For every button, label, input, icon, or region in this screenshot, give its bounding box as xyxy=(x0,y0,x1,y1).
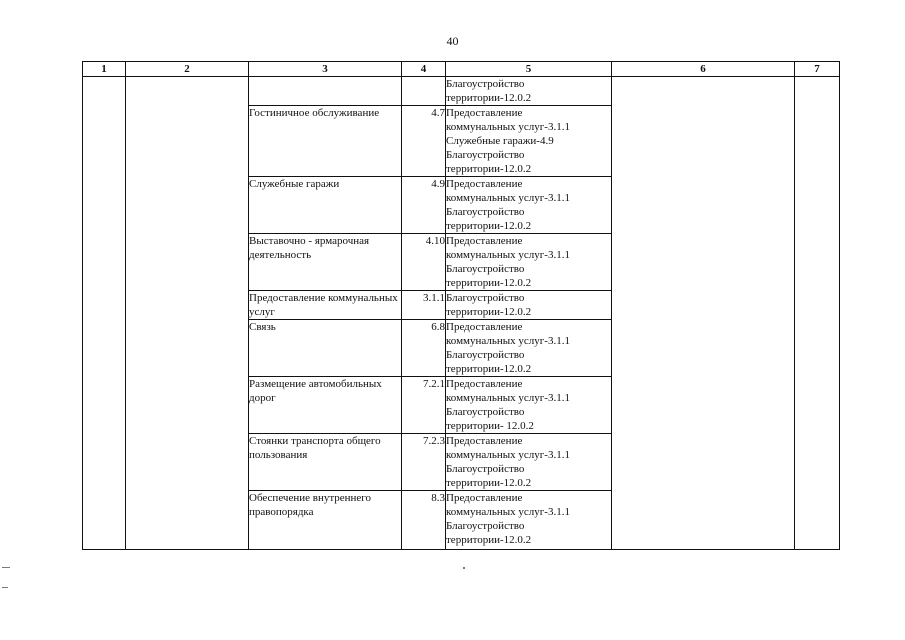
column-header-4: 4 xyxy=(402,62,446,77)
auxiliary-use-line: коммунальных услуг-3.1.1 xyxy=(446,249,570,261)
auxiliary-use-line: территории-12.0.2 xyxy=(446,477,532,489)
use-type-code xyxy=(402,77,446,106)
auxiliary-use-line: территории-12.0.2 xyxy=(446,306,532,318)
auxiliary-use-line: территории-12.0.2 xyxy=(446,163,532,175)
auxiliary-use-line: коммунальных услуг-3.1.1 xyxy=(446,392,570,404)
auxiliary-uses-cell xyxy=(446,77,612,106)
auxiliary-uses-cell xyxy=(446,291,612,320)
auxiliary-use-line: Предоставление xyxy=(446,321,523,333)
use-type-code: 3.1.1 xyxy=(402,291,446,320)
table-body xyxy=(83,77,840,550)
auxiliary-uses-cell xyxy=(446,491,612,550)
auxiliary-use-line: Предоставление xyxy=(446,178,523,190)
auxiliary-uses-cell xyxy=(446,177,612,234)
scan-dot xyxy=(463,567,465,569)
auxiliary-use-line: Предоставление xyxy=(446,378,523,390)
auxiliary-use-line: коммунальных услуг-3.1.1 xyxy=(446,335,570,347)
auxiliary-use-line: Благоустройство xyxy=(446,463,525,475)
header-row xyxy=(83,62,840,77)
table-row xyxy=(83,77,840,106)
auxiliary-uses-cell xyxy=(446,106,612,177)
use-type-code: 8.3 xyxy=(402,491,446,550)
auxiliary-use-line: Благоустройство xyxy=(446,406,525,418)
auxiliary-uses-cell xyxy=(446,234,612,291)
column-1-cell xyxy=(83,77,126,550)
use-type-name xyxy=(249,77,402,106)
use-type-code: 7.2.3 xyxy=(402,434,446,491)
use-type-name: Обеспечение внутреннего правопорядка xyxy=(249,491,402,550)
column-7-cell xyxy=(795,77,840,550)
auxiliary-use-line: Предоставление xyxy=(446,435,523,447)
use-type-code: 4.9 xyxy=(402,177,446,234)
auxiliary-use-line: Благоустройство xyxy=(446,263,525,275)
auxiliary-use-line: территории-12.0.2 xyxy=(446,534,532,546)
column-header-1: 1 xyxy=(83,62,126,77)
use-type-name: Связь xyxy=(249,320,402,377)
auxiliary-use-line: Благоустройство xyxy=(446,520,525,532)
column-header-2: 2 xyxy=(126,62,249,77)
auxiliary-use-line: Благоустройство xyxy=(446,78,525,90)
column-6-cell xyxy=(612,77,795,550)
page-number: 40 xyxy=(446,34,459,48)
use-type-name: Служебные гаражи xyxy=(249,177,402,234)
margin-mark xyxy=(2,567,10,568)
column-header-6: 6 xyxy=(612,62,795,77)
use-type-name: Предоставление коммунальных услуг xyxy=(249,291,402,320)
use-type-code: 6.8 xyxy=(402,320,446,377)
auxiliary-use-line: Благоустройство xyxy=(446,292,525,304)
use-type-name: Стоянки транспорта общего пользования xyxy=(249,434,402,491)
use-type-code: 4.10 xyxy=(402,234,446,291)
auxiliary-use-line: территории-12.0.2 xyxy=(446,220,532,232)
auxiliary-use-line: Благоустройство xyxy=(446,349,525,361)
use-type-name: Выставочно - ярмарочная деятельность xyxy=(249,234,402,291)
use-type-name: Размещение автомобильных дорог xyxy=(249,377,402,434)
auxiliary-uses-cell xyxy=(446,320,612,377)
auxiliary-use-line: территории-12.0.2 xyxy=(446,277,532,289)
auxiliary-use-line: коммунальных услуг-3.1.1 xyxy=(446,121,570,133)
margin-mark xyxy=(2,587,8,588)
use-type-code: 7.2.1 xyxy=(402,377,446,434)
auxiliary-use-line: Служебные гаражи-4.9 xyxy=(446,135,554,147)
auxiliary-use-line: коммунальных услуг-3.1.1 xyxy=(446,449,570,461)
use-type-name: Гостиничное обслуживание xyxy=(249,106,402,177)
auxiliary-use-line: коммунальных услуг-3.1.1 xyxy=(446,192,570,204)
auxiliary-use-line: территории-12.0.2 xyxy=(446,92,532,104)
auxiliary-use-line: Предоставление xyxy=(446,492,523,504)
column-header-7: 7 xyxy=(795,62,840,77)
auxiliary-use-line: территории- 12.0.2 xyxy=(446,420,534,432)
auxiliary-use-line: территории-12.0.2 xyxy=(446,363,532,375)
auxiliary-use-line: Предоставление xyxy=(446,235,523,247)
auxiliary-use-line: Благоустройство xyxy=(446,149,525,161)
permitted-use-table xyxy=(82,61,840,550)
auxiliary-use-line: Благоустройство xyxy=(446,206,525,218)
use-type-code: 4.7 xyxy=(402,106,446,177)
auxiliary-uses-cell xyxy=(446,377,612,434)
column-2-cell xyxy=(126,77,249,550)
auxiliary-use-line: Предоставление xyxy=(446,107,523,119)
permitted-use-table-container xyxy=(82,61,839,555)
column-header-5: 5 xyxy=(446,62,612,77)
column-header-3: 3 xyxy=(249,62,402,77)
auxiliary-uses-cell xyxy=(446,434,612,491)
auxiliary-use-line: коммунальных услуг-3.1.1 xyxy=(446,506,570,518)
